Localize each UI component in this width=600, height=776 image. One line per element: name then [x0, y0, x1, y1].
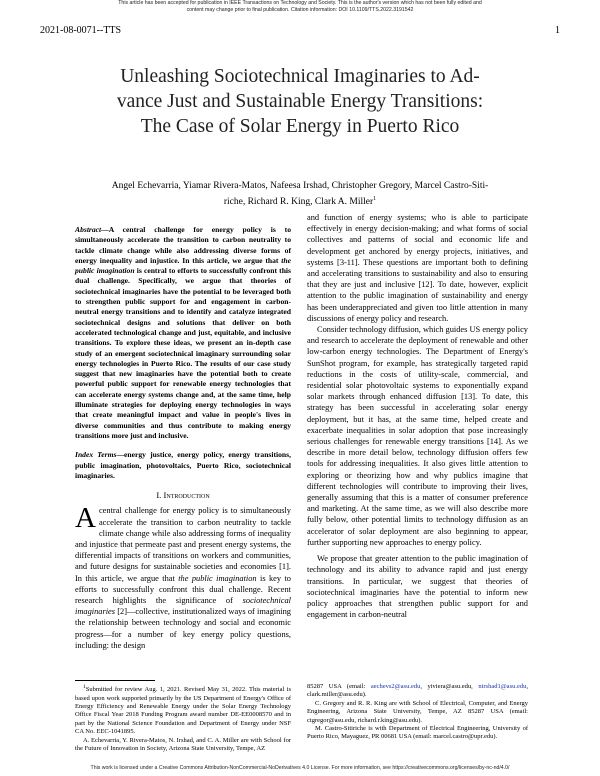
authors-footnote-mark: 1	[373, 196, 377, 202]
notice-line-2: content may change prior to final publication. Citation information: DOI 10.1109/TTS.2022.3191542	[186, 7, 414, 13]
footnote-emails-text-1: 85287 USA (email:	[307, 683, 371, 690]
footnote-affiliation-3: M. Castro-Sitiriche is with Department of Electrical Engineering, University of Puerto Rico, Mayaguez, PR 00681 USA (email: marcel.castro@upr.edu).	[307, 725, 528, 741]
intro-text-3: [2]—collective, institutionalized ways of imagining the relationship between technology and social and economic progress—for a number of key energy policy questions, including: the design	[75, 607, 291, 650]
footnotes-left	[75, 683, 291, 753]
author-list	[80, 180, 520, 209]
index-terms-label: Index Terms	[75, 450, 117, 460]
title-line-3: The Case of Solar Energy in Puerto Rico	[140, 116, 460, 137]
abstract-label: Abstract	[75, 225, 102, 234]
body-paragraph-2: Consider technology diffusion, which guides US energy policy and research to accelerate the deployment of renewable and other low-carbon energy technologies. The Department of Energy's SunShot program, for example, has strategically targeted rapid reductions in the costs of utility-scale, commercial, and residential solar photovoltaic systems to exponentially expand solar markets through enhanced diffusion [13]. To date, this strategy has been successful in accelerating solar energy deployment, but it has, at the same time, helped create and exacerbate inequalities in solar adoption that pose increasingly serious challenges for renewable energy transitions [14]. As we describe in more detail below, technology diffusion offers few tools for addressing inequalities. It also gives little attention to exploring or theorizing how and why publics imagine that different technologies will contribute to improving their lives, generally assuming that this is a matter of consumer preference and marketing. At the same time, as we will also describe more fully below, other potential limits to technology diffusion as an accelerator of solar deployment are also beginning to appear, further supporting new approaches to energy policy.	[307, 325, 528, 547]
footnote-emails-text-3: , clark.miller@asu.edu).	[307, 683, 528, 699]
publication-notice	[0, 0, 600, 14]
notice-line-1: This article has been accepted for publication in IEEE Transactions on Technology and Society. This is the author's version which has not been fully edited and	[118, 0, 482, 6]
license-footer: This work is licensed under a Creative Commons Attribution-NonCommercial-NoDerivatives 4.0 License. For more information, see https://creativecommons.org/licenses/by-nc-nd/4.0/	[90, 765, 510, 771]
footnote-1	[75, 683, 291, 737]
title-line-1: Unleashing Sociotechnical Imaginaries to Ad-	[120, 66, 480, 87]
right-column	[307, 212, 528, 620]
footnote-divider	[75, 680, 155, 681]
running-header	[40, 25, 560, 36]
intro-text-2: is key to efforts to successfully confront this dual challenge. Recent research highlights the significance of	[75, 573, 291, 605]
abstract-text-1: —A central challenge for energy policy is to simultaneously accelerate the transition to carbon neutrality to tackle climate change while also addressing diverse forms of energy inequality and injustice. In this article, we argue that	[75, 225, 291, 265]
drop-cap: A	[75, 502, 96, 535]
intro-emphasis-1: the public imagination	[178, 573, 257, 583]
section-number: I.	[156, 490, 162, 501]
footnote-emails-text-2: , yiviera@asu.edu,	[420, 683, 479, 690]
abstract-text-2: is central to efforts to successfully confront this dual challenge. Specifically, we argue that theories of sociotechnical imaginaries have the potential to be leveraged both to strengthen public support for and engagement in carbon-neutral energy transitions and to identify and catalyze integrated sociotechnical designs and solutions that deliver on both accelerated technological change and just, equitable, and inclusive transitions. To explore these ideas, we present an in-depth case study of an emergent sociotechnical imaginary surrounding solar energy technologies in Puerto Rico. The results of our case study suggest that new imaginaries have the potential both to create powerful public support for renewable energy technologies that can accelerate energy systems change and, at the same time, help illuminate strategies for deploying energy technologies in ways that create meaningful impact and value in people's lives in diverse communities and thus contribute to making energy transitions more just and inclusive.	[75, 266, 291, 440]
footnote-emails	[307, 683, 528, 700]
footnote-1-text: Submitted for review Aug. 1, 2021. Revised May 31, 2022. This material is based upon work supported primarily by the US Department of Energy's Office of Energy Efficiency and Renewable Energy under the Solar Energy Technology Office Fiscal Year 2018 Funding Program award number DE-EE0008570 and in part by the National Science Foundation and Department of Energy under NSF CA No. EEC-1041895.	[75, 686, 291, 736]
page-number: 1	[555, 25, 560, 36]
intro-emphasis-2: sociotechnical imaginaries	[75, 595, 291, 617]
left-column	[75, 225, 291, 651]
body-paragraph-3: We propose that greater attention to the public imagination of technology and its ability to advance rapid and just energy transitions. In particular, we suggest that theories of sociotechnical imaginaries have the potential to inform new policy approaches that strengthen public support for and engagement in carbon-neutral	[307, 554, 528, 620]
footnote-affiliation-1: A. Echevarria, Y. Rivera-Matos, N. Irshad, and C. A. Miller are with School for the Future of Innovation in Society, Arizona State University, Tempe, AZ	[75, 736, 291, 752]
body-paragraph-1: and function of energy systems; who is able to participate effectively in energy decision-making; and what forms of social collectives and patterns of social and economic life and development get anchored by energy projects, initiatives, and systems [3-11]. These questions are important both to defining and accelerating transitions to sustainability and also to ensuring that they are just and inclusive [12]. To date, however, explicit attention to the public imagination of sustainability and energy has been underappreciated and given too little attention in many discussions of energy policy and research.	[307, 213, 528, 323]
footnotes-right	[307, 683, 528, 742]
manuscript-id: 2021-08-0071--TTS	[40, 25, 122, 36]
section-title: Introduction	[163, 490, 210, 501]
abstract-emphasis: the public imagination	[75, 255, 291, 276]
intro-paragraph	[75, 502, 291, 651]
authors-line-1: Angel Echevarria, Yiamar Rivera-Matos, Nafeesa Irshad, Christopher Gregory, Marcel Castro-Siti-	[111, 181, 489, 191]
email-link-1[interactable]: aechevs2@asu.edu	[370, 683, 421, 690]
section-heading-introduction	[75, 490, 291, 501]
title-line-2: vance Just and Sustainable Energy Transitions:	[116, 91, 484, 112]
intro-text-1: central challenge for energy policy is to simultaneously accelerate the transition to carbon neutrality to tackle climate change while also addressing forms of inequality and injustice that permeate past and present energy systems, the differential impacts of transitions on workers and communities, and future designs for sustainable societies and economies [1]. In this article, we argue that	[75, 506, 291, 583]
index-terms-text: —energy justice, energy policy, energy transitions, public imagination, photovoltaics, Puerto Rico, sociotechnical imaginaries.	[75, 450, 291, 480]
paper-title	[60, 64, 540, 139]
index-terms	[75, 450, 291, 481]
footnote-1-mark: 1	[83, 684, 86, 690]
footnote-affiliation-2: C. Gregory and R. R. King are with School of Electrical, Computer, and Energy Engineering, Arizona State University, Tempe, AZ 85287 USA (email: ctgregor@asu.edu, richard.r.king@asu.edu).	[307, 699, 528, 724]
email-link-2[interactable]: nirshad1@asu.edu	[478, 683, 527, 690]
authors-line-2-text: riche, Richard R. King, Clark A. Miller	[223, 197, 374, 208]
authors-line-2	[80, 193, 520, 209]
abstract	[75, 225, 291, 441]
